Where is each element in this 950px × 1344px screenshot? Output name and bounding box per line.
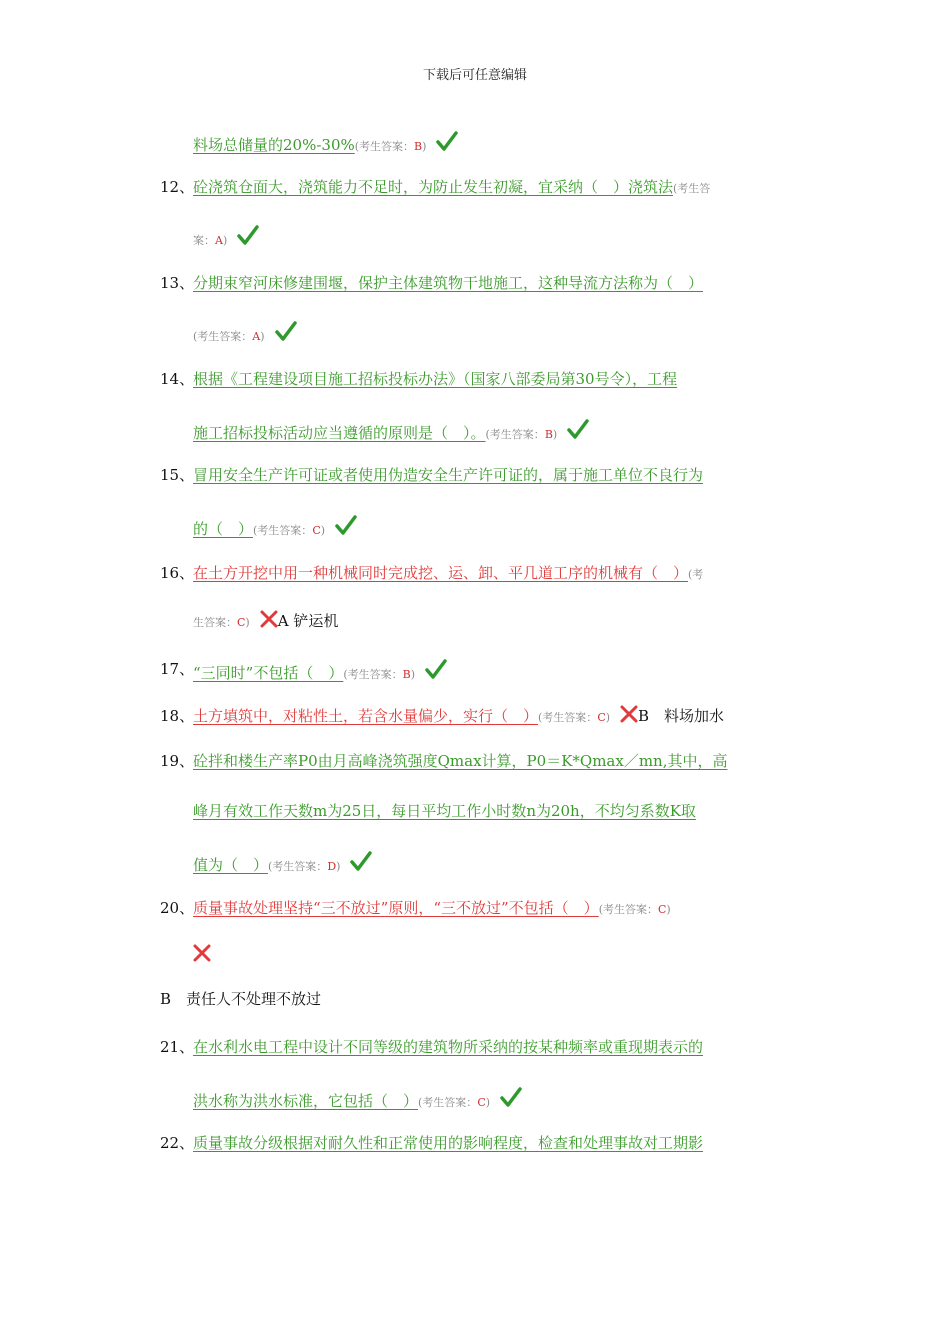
question-number: 14、 bbox=[160, 370, 195, 388]
student-answer: 生答案：C) bbox=[193, 616, 250, 629]
question-12 bbox=[193, 176, 710, 197]
student-answer: 案：A) bbox=[193, 234, 228, 247]
question-text: 施工招标投标活动应当遵循的原则是（ ）。 bbox=[193, 424, 486, 442]
question-text: 的（ ） bbox=[193, 520, 254, 538]
question-16 bbox=[193, 562, 703, 583]
check-icon bbox=[567, 418, 589, 444]
student-answer: (考生答案：C) bbox=[538, 711, 611, 724]
question-text: 值为（ ） bbox=[193, 856, 269, 874]
question-number: 13、 bbox=[160, 274, 195, 292]
question-number: 17、 bbox=[160, 660, 195, 678]
question-text: 在水利水电工程中设计不同等级的建筑物所采纳的按某种频率或重现期表示的 bbox=[193, 1038, 704, 1056]
question-15-line2 bbox=[193, 514, 357, 540]
question-number: 19、 bbox=[160, 752, 195, 770]
page-header: 下载后可任意编辑 bbox=[422, 68, 527, 83]
cross-icon bbox=[260, 610, 278, 632]
question-number: 20、 bbox=[160, 899, 195, 917]
question-15 bbox=[193, 464, 703, 485]
question-number: 22、 bbox=[160, 1134, 195, 1152]
question-19-line2 bbox=[193, 800, 696, 821]
student-answer: (考生答案：A) bbox=[193, 330, 265, 343]
student-answer: (考生答案：D) bbox=[268, 860, 341, 873]
question-text: “三同时”不包括（ ） bbox=[193, 664, 344, 682]
question-text: 料场总储量的20%-30% bbox=[193, 136, 355, 154]
student-answer: (考生答案：C) bbox=[418, 1096, 491, 1109]
question-21-line2 bbox=[193, 1086, 522, 1112]
question-14-line2 bbox=[193, 418, 589, 444]
question-text: 根据《工程建设项目施工招标投标办法》（国家八部委局第30号令），工程 bbox=[193, 370, 678, 388]
question-number: 12、 bbox=[160, 178, 195, 196]
cross-icon bbox=[620, 705, 638, 727]
question-12-answer-line bbox=[193, 224, 259, 250]
check-icon bbox=[275, 320, 297, 346]
question-number: 16、 bbox=[160, 564, 195, 582]
student-answer: (考生答案：B) bbox=[485, 428, 558, 441]
question-text: 砼浇筑仓面大，浇筑能力不足时，为防止发生初凝，宜采纳（ ）浇筑法 bbox=[193, 178, 674, 196]
question-19 bbox=[193, 750, 727, 771]
question-text: 土方填筑中，对粘性土，若含水量偏少，实行（ ） bbox=[193, 707, 539, 725]
correct-answer: A 铲运机 bbox=[277, 612, 339, 630]
question-19-line3 bbox=[193, 850, 372, 876]
check-icon bbox=[335, 514, 357, 540]
question-16-answer-line bbox=[193, 610, 338, 632]
student-answer-label: (考 bbox=[688, 568, 704, 581]
question-13 bbox=[193, 272, 703, 293]
question-20 bbox=[193, 897, 671, 918]
question-text: 砼拌和楼生产率P0由月高峰浇筑强度Qmax计算，P0＝K*Qmax／mn,其中，高 bbox=[193, 752, 728, 770]
check-icon bbox=[237, 224, 259, 250]
question-18 bbox=[193, 705, 724, 727]
question-21 bbox=[193, 1036, 703, 1057]
question-number: 21、 bbox=[160, 1038, 195, 1056]
question-14 bbox=[193, 368, 677, 389]
student-answer: (考生答案：C) bbox=[598, 903, 671, 916]
correct-answer: B 料场加水 bbox=[638, 707, 725, 725]
question-text: 峰月有效工作天数m为25日，每日平均工作小时数n为20h，不均匀系数K取 bbox=[193, 802, 696, 820]
question-20-mark-line bbox=[193, 944, 211, 966]
question-13-answer-line bbox=[193, 320, 297, 346]
question-20-correct-line bbox=[160, 988, 321, 1009]
student-answer: (考生答案：C) bbox=[253, 524, 326, 537]
question-number: 15、 bbox=[160, 466, 195, 484]
question-text: 冒用安全生产许可证或者使用伪造安全生产许可证的，属于施工单位不良行为 bbox=[193, 466, 704, 484]
check-icon bbox=[436, 130, 458, 156]
question-text: 洪水称为洪水标准，它包括（ ） bbox=[193, 1092, 419, 1110]
question-number: 18、 bbox=[160, 707, 195, 725]
question-22 bbox=[193, 1132, 703, 1153]
question-text: 质量事故处理坚持“三不放过”原则，“三不放过”不包括（ ） bbox=[193, 899, 599, 917]
question-text: 分期束窄河床修建围堰，保护主体建筑物干地施工，这种导流方法称为（ ） bbox=[193, 274, 704, 292]
question-text: 在土方开挖中用一种机械同时完成挖、运、卸、平几道工序的机械有（ ） bbox=[193, 564, 689, 582]
student-answer: (考生答案：B) bbox=[343, 668, 416, 681]
cross-icon bbox=[193, 944, 211, 966]
question-11 bbox=[193, 130, 458, 156]
student-answer-label: (考生答 bbox=[673, 182, 711, 195]
question-text: 质量事故分级根据对耐久性和正常使用的影响程度，检查和处理事故对工期影 bbox=[193, 1134, 704, 1152]
check-icon bbox=[500, 1086, 522, 1112]
check-icon bbox=[425, 658, 447, 684]
student-answer: (考生答案：B) bbox=[354, 140, 427, 153]
check-icon bbox=[350, 850, 372, 876]
correct-answer: B 责任人不处理不放过 bbox=[160, 990, 322, 1008]
question-17 bbox=[193, 658, 447, 684]
